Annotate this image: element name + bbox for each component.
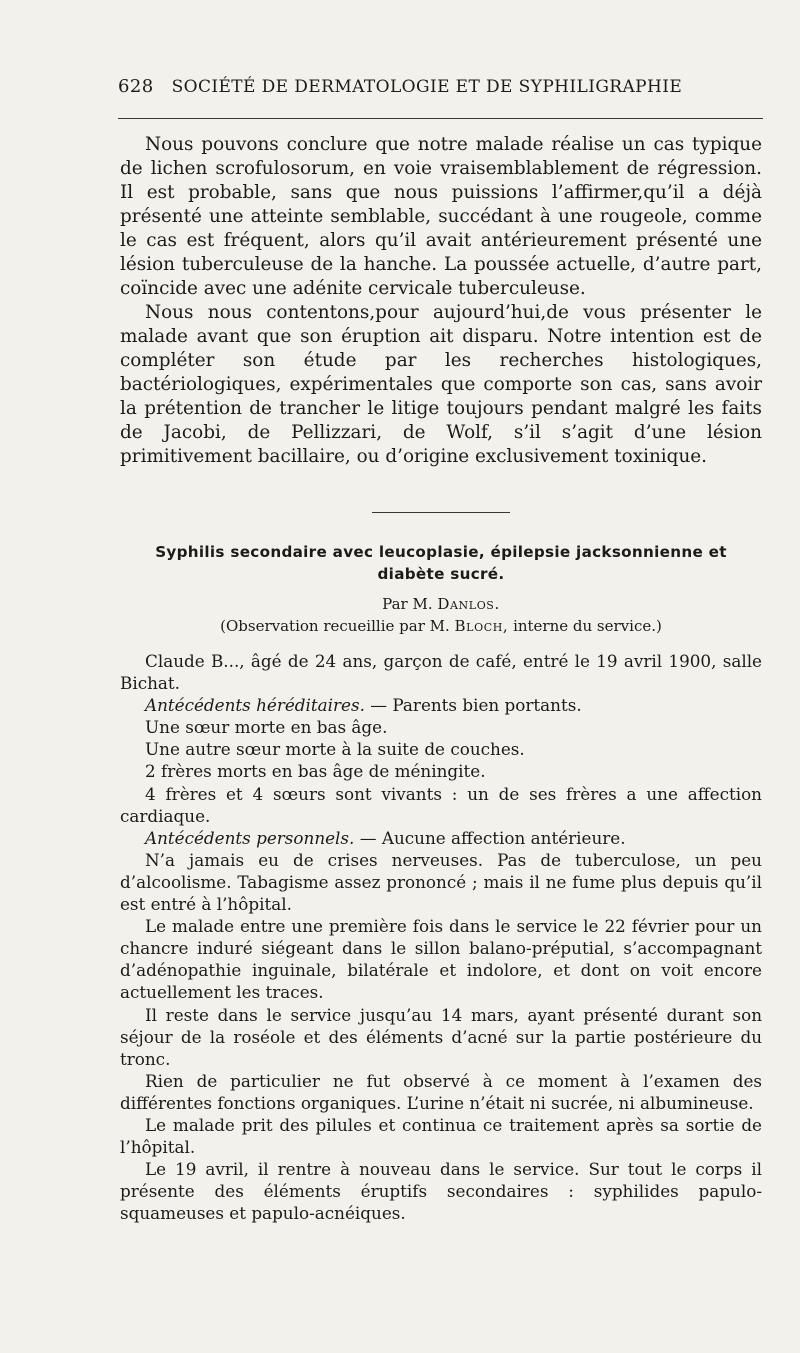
case-report [120,650,762,1224]
intro-paragraph: Nous nous contentons,pour aujourd’hui,de vous présenter le malade avant que son éruption ait disparu. Notre intention est de compléter son étude par les recherches histologiques, bactériologiques, expérimentales que comporte son cas, sans avoir la prétention de trancher le litige toujours pendant malgré les faits de Jacobi, de Pellizzari, de Wolf, s’il s’agit d’une lésion primitivement bacillaire, ou d’origine exclusivement toxinique. [120,302,762,467]
byline [120,594,762,614]
intro-text [120,133,762,469]
case-paragraph: Une autre sœur morte à la suite de couches. [145,739,525,760]
case-paragraph: Claude B..., âgé de 24 ans, garçon de café, entré le 19 avril 1900, salle Bichat. [120,651,762,694]
case-paragraph: 2 frères morts en bas âge de méningite. [145,761,486,782]
case-paragraph-personal-history [120,827,762,849]
header-rule [118,118,763,119]
intro-paragraph: Nous pouvons conclure que notre malade réalise un cas typique de lichen scrofulosorum, en voie vraisemblablement de régression. Il est probable, sans que nous puissions l’affirmer,qu’il a déjà présenté une atteinte semblable, succédant à une rougeole, comme le cas est fréquent, alors qu’il avait antérieurement présenté une lésion tuberculeuse de la hanche. La poussée actuelle, d’autre part, coïncide avec une adénite cervicale tuberculeuse. [120,134,762,299]
case-paragraph: Le malade prit des pilules et continua ce traitement après sa sortie de l’hôpital. [120,1114,762,1158]
article-title: Syphilis secondaire avec leucoplasie, épilepsie jacksonnienne et diabète sucré. [155,543,727,583]
family-history-label: Antécédents héréditaires. [145,695,365,716]
case-paragraph: Il reste dans le service jusqu’au 14 mars, ayant présenté durant son séjour de la roséole et des éléments d’acné sur la partie postérieure du tronc. [120,1004,762,1069]
case-paragraph: Rien de particulier ne fut observé à ce moment à l’examen des différentes fonctions organiques. L’urine n’était ni sucrée, ni albumineuse. [120,1070,762,1113]
case-paragraph: Le malade entre une première fois dans le service le 22 février pour un chancre induré siégeant dans le sillon balano-préputial, s’accompagnant d’adénopathie inguinale, bilatérale et indolore, et dont on voit encore actuellement les traces. [120,916,762,1003]
family-history-text: — Parents bien portants. [370,695,582,716]
case-paragraph: N’a jamais eu de crises nerveuses. Pas de tuberculose, un peu d’alcoolisme. Tabagisme assez prononcé ; mais il ne fume plus depuis qu’il est entré à l’hôpital. [120,849,762,915]
running-header [118,76,763,97]
author-name: Danlos. [437,595,500,613]
case-paragraph: Une sœur morte en bas âge. [145,717,388,738]
personal-history-label: Antécédents personnels. [145,827,355,848]
section-divider [372,512,510,513]
observation-prefix: (Observation recueillie par M. [220,617,450,635]
byline-prefix: Par M. [382,595,433,613]
page-number: 628 [118,76,154,97]
personal-history-text: — Aucune affection antérieure. [359,827,626,848]
case-paragraph-family-history [120,694,762,716]
observation-suffix: interne du service.) [513,617,662,635]
case-paragraph: 4 frères et 4 sœurs sont vivants : un de ses frères a une affection cardiaque. [120,783,762,826]
running-title: SOCIÉTÉ DE DERMATOLOGIE ET DE SYPHILIGRAPHIE [171,77,683,97]
observer-name: Bloch, [454,617,509,635]
observation-credit [120,616,762,636]
case-paragraph: Le 19 avril, il rentre à nouveau dans le service. Sur tout le corps il présente des éléments éruptifs secondaires : syphilides papulo-squameuses et papulo-acnéiques. [120,1159,762,1224]
